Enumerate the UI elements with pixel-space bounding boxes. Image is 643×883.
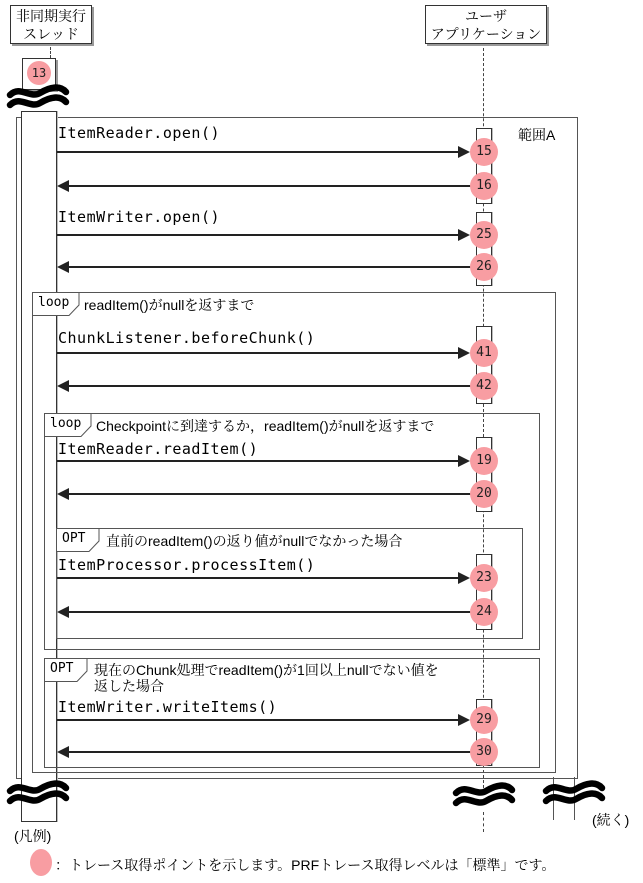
message-label: ItemReader.open() [58,124,221,142]
trace-point-badge: 24 [470,598,498,626]
legend-text: ：トレース取得ポイントを示します。PRFトレース取得レベルは「標準」です。 [55,857,556,873]
opt-operator-label: OPT [50,661,74,676]
message-label: ItemWriter.writeItems() [58,698,278,716]
break-wave-icon [6,780,70,810]
participant-label-line: アプリケーション [430,26,542,42]
trace-point-badge: 25 [470,221,498,249]
trace-point-badge: 13 [27,61,51,85]
trace-point-badge: 29 [470,706,498,734]
trace-point-badge: 23 [470,564,498,592]
lifeline-user-app-continued [483,812,484,832]
arrowhead-icon [57,261,69,273]
lifeline-async-thread [50,43,51,58]
arrowhead-icon [57,180,69,192]
call-arrow [57,719,458,721]
opt-guard-line: 現在のChunk処理でreadItem()が1回以上nullでない値を [94,662,439,678]
arrowhead-icon [458,146,470,158]
trace-point-badge: 20 [470,480,498,508]
return-arrow [69,385,472,387]
break-wave-icon [6,84,70,114]
arrowhead-icon [57,606,69,618]
arrowhead-icon [458,347,470,359]
return-arrow [69,493,472,495]
break-wave-icon [452,782,516,812]
return-arrow [69,266,472,268]
participant-label-line: スレッド [23,26,79,42]
loop-operator-label: loop [50,416,82,431]
message-label: ItemProcessor.processItem() [58,556,316,574]
arrowhead-icon [458,714,470,726]
trace-point-badge: 30 [470,738,498,766]
participant-user-app [425,5,547,44]
arrowhead-icon [458,572,470,584]
arrowhead-icon [57,488,69,500]
arrowhead-icon [57,380,69,392]
participant-async-thread [10,5,92,44]
opt-operator-label: OPT [62,531,86,546]
legend-trace-point-icon [30,849,52,876]
message-label: ItemReader.readItem() [58,440,259,458]
trace-point-badge: 15 [470,138,498,166]
opt-guard: 直前のreadItem()の返り値がnullでなかった場合 [106,533,403,549]
trace-point-badge: 41 [470,339,498,367]
trace-point-badge: 26 [470,253,498,281]
call-arrow [57,352,458,354]
trace-point-badge: 19 [470,447,498,475]
trace-point-badge: 16 [470,172,498,200]
arrowhead-icon [458,455,470,467]
loop-guard: readItem()がnullを返すまで [84,297,255,313]
participant-label-line: ユーザ [465,8,507,24]
opt-guard-line: 返した場合 [94,678,164,694]
arrowhead-icon [458,229,470,241]
message-label: ItemWriter.open() [58,208,221,226]
loop-guard: Checkpointに到達するか，readItem()がnullを返すまで [96,418,435,434]
return-arrow [69,185,472,187]
break-wave-icon [542,780,606,810]
return-arrow [69,751,472,753]
range-a-label: 範囲A [518,127,556,143]
loop-operator-label: loop [38,295,70,310]
return-arrow [69,611,472,613]
call-arrow [57,577,458,579]
message-label: ChunkListener.beforeChunk() [58,329,316,347]
participant-label-line: 非同期実行 [16,8,86,24]
call-arrow [57,151,458,153]
call-arrow [57,460,458,462]
trace-point-badge: 42 [470,372,498,400]
continues-note: (続く) [592,812,630,828]
call-arrow [57,234,458,236]
arrowhead-icon [57,746,69,758]
legend-title: (凡例) [14,828,52,844]
